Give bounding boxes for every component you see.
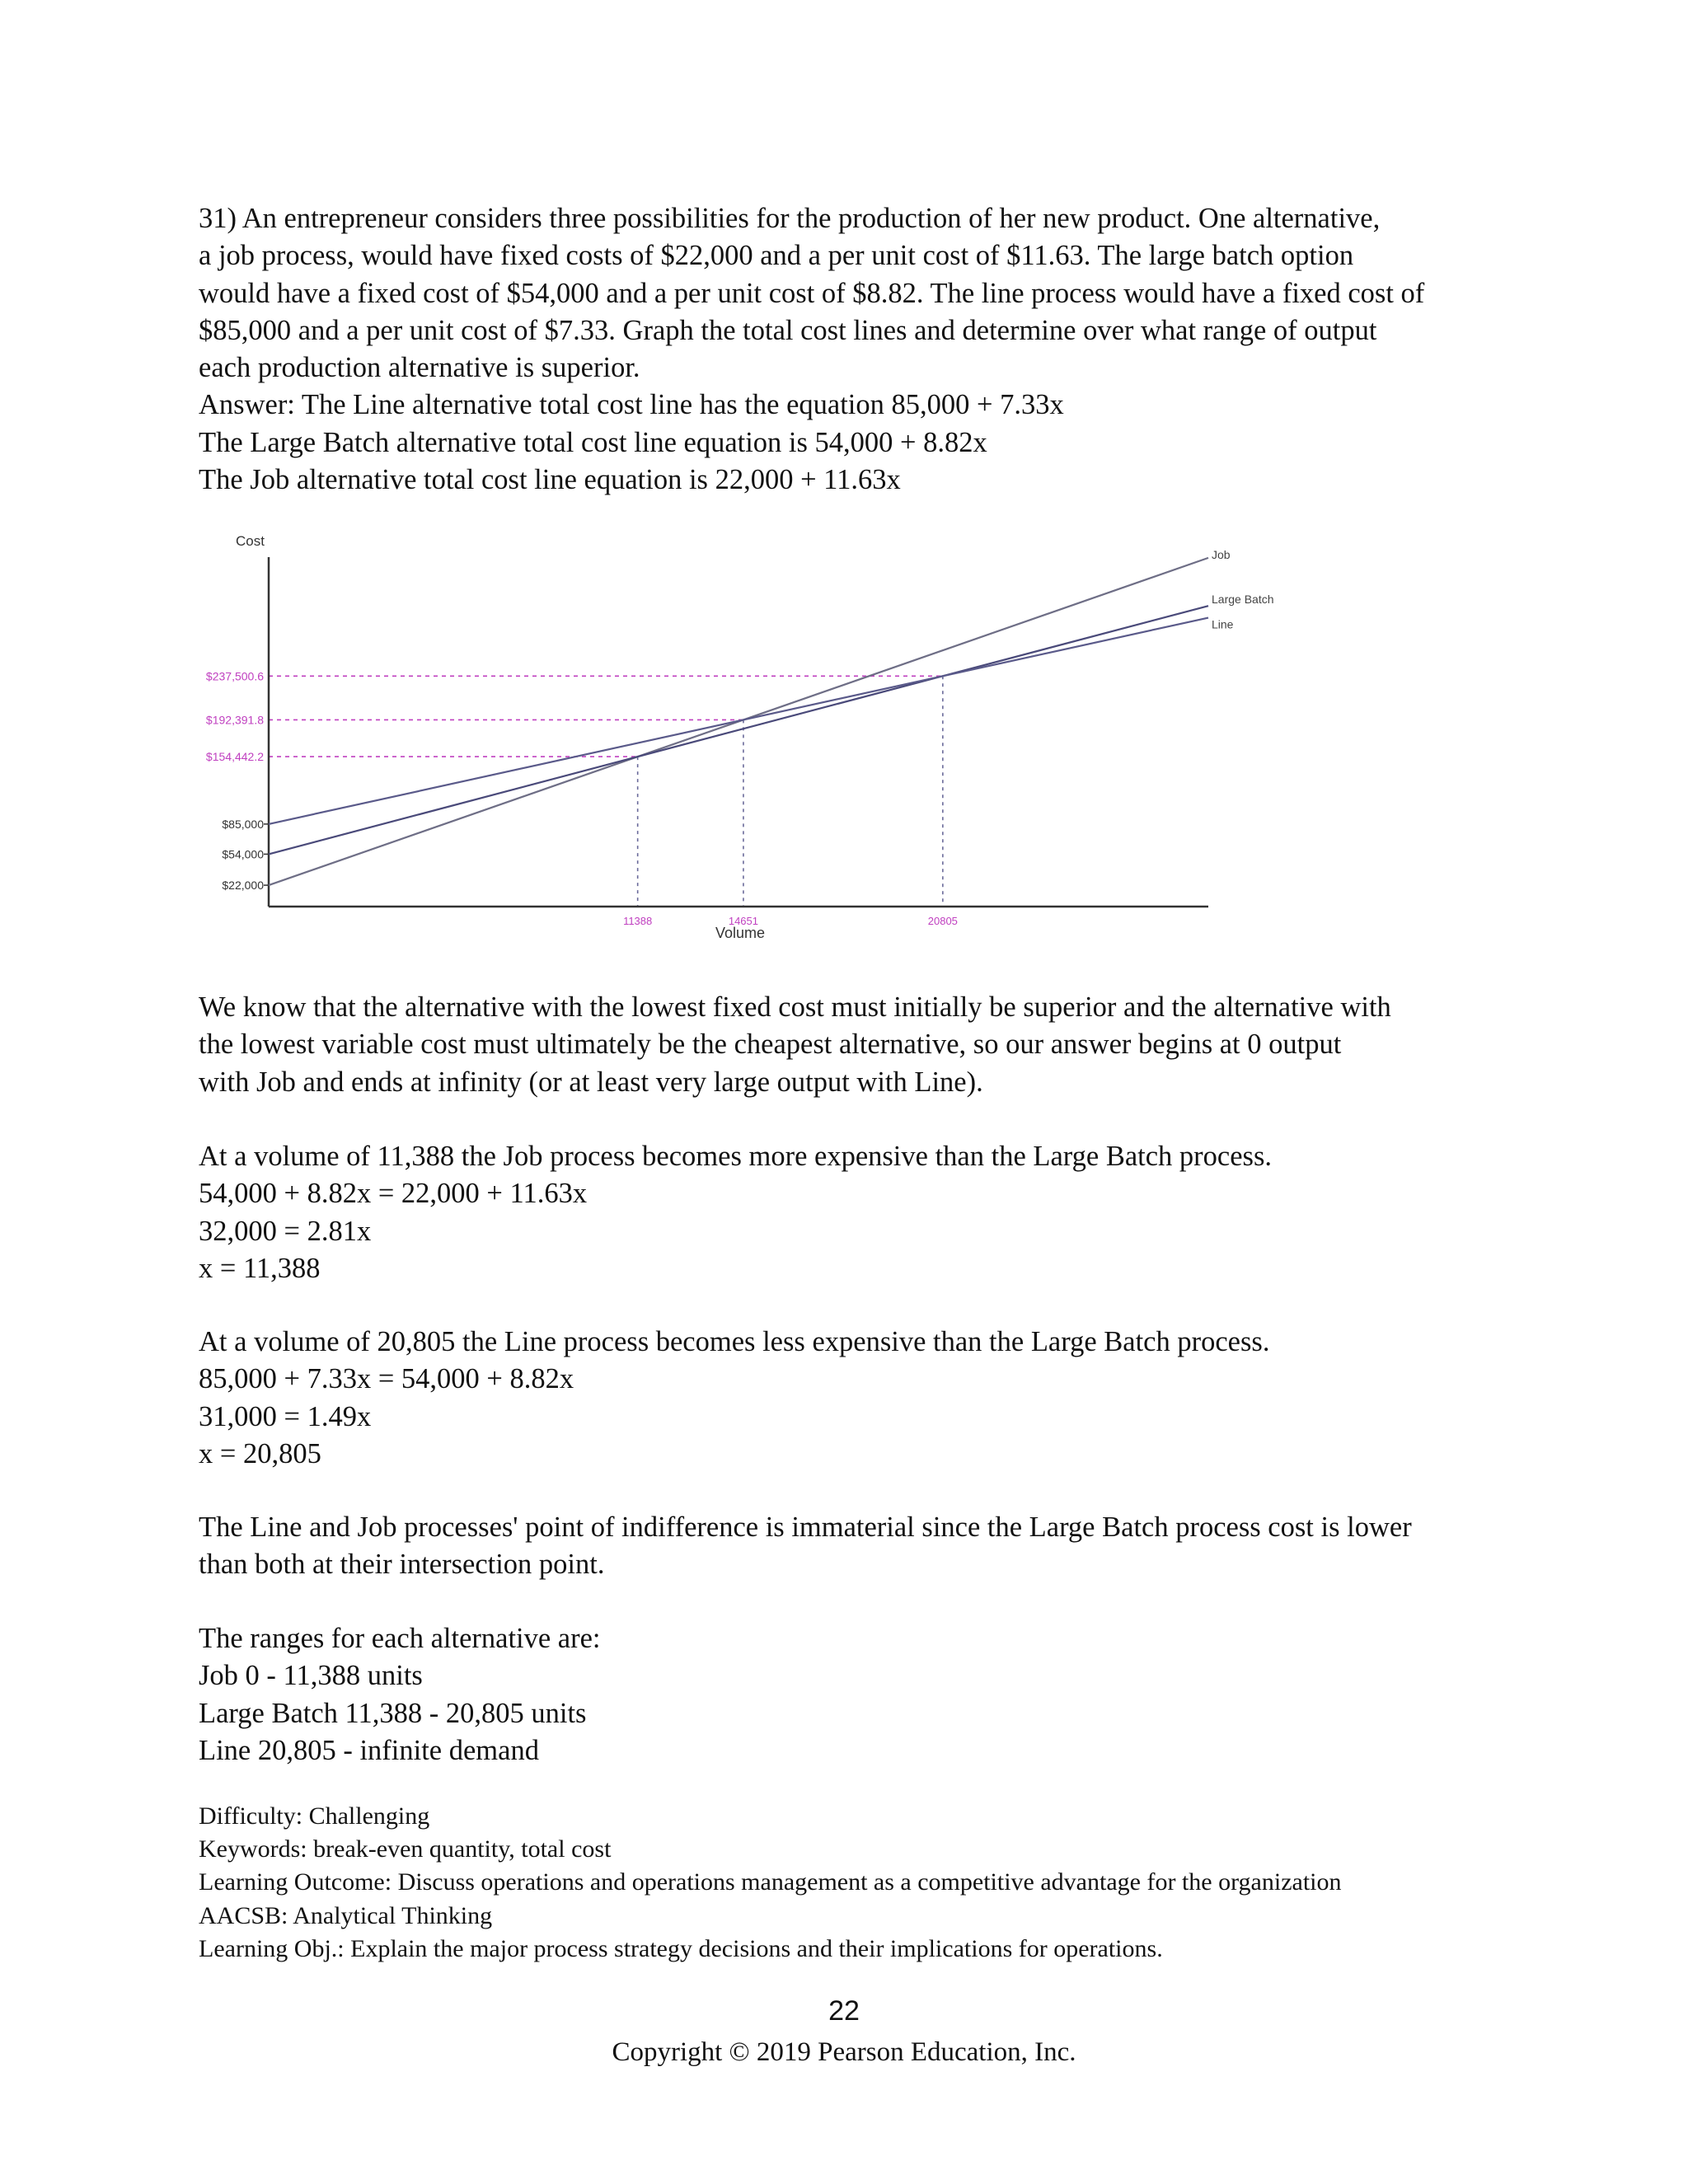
text-line: At a volume of 11,388 the Job process becomes more expensive than the Large Batch process. <box>199 1141 1273 1172</box>
chart-canvas <box>199 527 1328 972</box>
equation-line: The Large Batch alternative total cost line equation is 54,000 + 8.82x <box>199 426 987 458</box>
equation-line: 32,000 = 2.81x <box>199 1215 372 1247</box>
equation-line: 31,000 = 1.49x <box>199 1400 372 1432</box>
y-reference-label: $237,500.6 <box>205 669 264 683</box>
ranges-paragraph <box>199 1620 1493 1769</box>
equation-line: The Job alternative total cost line equation is 22,000 + 11.63x <box>199 464 901 496</box>
range-line: Job 0 - 11,388 units <box>199 1660 423 1692</box>
question-metadata <box>199 1800 1493 1966</box>
explanation-paragraph-2 <box>199 1138 1493 1287</box>
range-line: Large Batch 11,388 - 20,805 units <box>199 1697 587 1729</box>
total-cost-chart <box>199 527 1328 972</box>
y-tick-label: $22,000 <box>222 879 264 893</box>
equation-line: x = 20,805 <box>199 1437 321 1469</box>
series-label: Line <box>1212 617 1234 631</box>
explanation-paragraph-4 <box>199 1509 1493 1584</box>
learning-objective: Learning Obj.: Explain the major process strategy decisions and their implications for operations. <box>199 1934 1163 1962</box>
x-reference-label: 11388 <box>623 915 653 927</box>
learning-outcome: Learning Outcome: Discuss operations and operations management as a competitive advantage for the organization <box>199 1868 1342 1896</box>
problem-statement <box>199 200 1493 499</box>
page-number: 22 <box>828 1995 860 2027</box>
x-axis-label: Volume <box>715 925 766 941</box>
text-line: 31) An entrepreneur considers three possibilities for the production of her new product. One alternative, <box>199 203 1381 234</box>
text-line: The ranges for each alternative are: <box>199 1623 601 1654</box>
explanation-paragraph-3 <box>199 1324 1493 1473</box>
difficulty: Difficulty: Challenging <box>199 1802 430 1830</box>
equation-line: 85,000 + 7.33x = 54,000 + 8.82x <box>199 1363 574 1395</box>
text-line: the lowest variable cost must ultimately be the cheapest alternative, so our answer begins at 0 output <box>199 1029 1342 1061</box>
text-line: $85,000 and a per unit cost of $7.33. Graph the total cost lines and determine over what range of output <box>199 314 1377 346</box>
series-label: Large Batch <box>1212 593 1274 607</box>
y-reference-label: $154,442.2 <box>205 750 264 764</box>
text-line: with Job and ends at infinity (or at least very large output with Line). <box>199 1066 983 1098</box>
copyright-notice: Copyright © 2019 Pearson Education, Inc. <box>612 2037 1076 2067</box>
x-reference-label: 20805 <box>927 915 958 927</box>
explanation-paragraph-1 <box>199 989 1493 1101</box>
series-label: Job <box>1212 547 1231 561</box>
y-axis-label: Cost <box>236 533 265 549</box>
aacsb: AACSB: Analytical Thinking <box>199 1901 493 1929</box>
equation-line: x = 11,388 <box>199 1252 321 1284</box>
text-line: The Line and Job processes' point of indifference is immaterial since the Large Batch process cost is lower <box>199 1511 1412 1543</box>
range-line: Line 20,805 - infinite demand <box>199 1734 539 1766</box>
text-line: We know that the alternative with the lowest fixed cost must initially be superior and the alternative with <box>199 991 1391 1023</box>
text-line: At a volume of 20,805 the Line process becomes less expensive than the Large Batch process. <box>199 1326 1270 1357</box>
text-line: a job process, would have fixed costs of $22,000 and a per unit cost of $11.63. The large batch option <box>199 240 1354 272</box>
text-line: would have a fixed cost of $54,000 and a per unit cost of $8.82. The line process would have a fixed cost of <box>199 277 1425 309</box>
answer-line: Answer: The Line alternative total cost line has the equation 85,000 + 7.33x <box>199 389 1064 421</box>
y-tick-label: $85,000 <box>222 817 264 831</box>
text-line: each production alternative is superior. <box>199 352 640 384</box>
y-reference-label: $192,391.8 <box>205 713 264 727</box>
keywords: Keywords: break-even quantity, total cost <box>199 1835 612 1863</box>
text-line: than both at their intersection point. <box>199 1549 605 1581</box>
x-reference-label: 14651 <box>728 915 759 927</box>
equation-line: 54,000 + 8.82x = 22,000 + 11.63x <box>199 1178 588 1210</box>
y-tick-label: $54,000 <box>222 847 264 861</box>
